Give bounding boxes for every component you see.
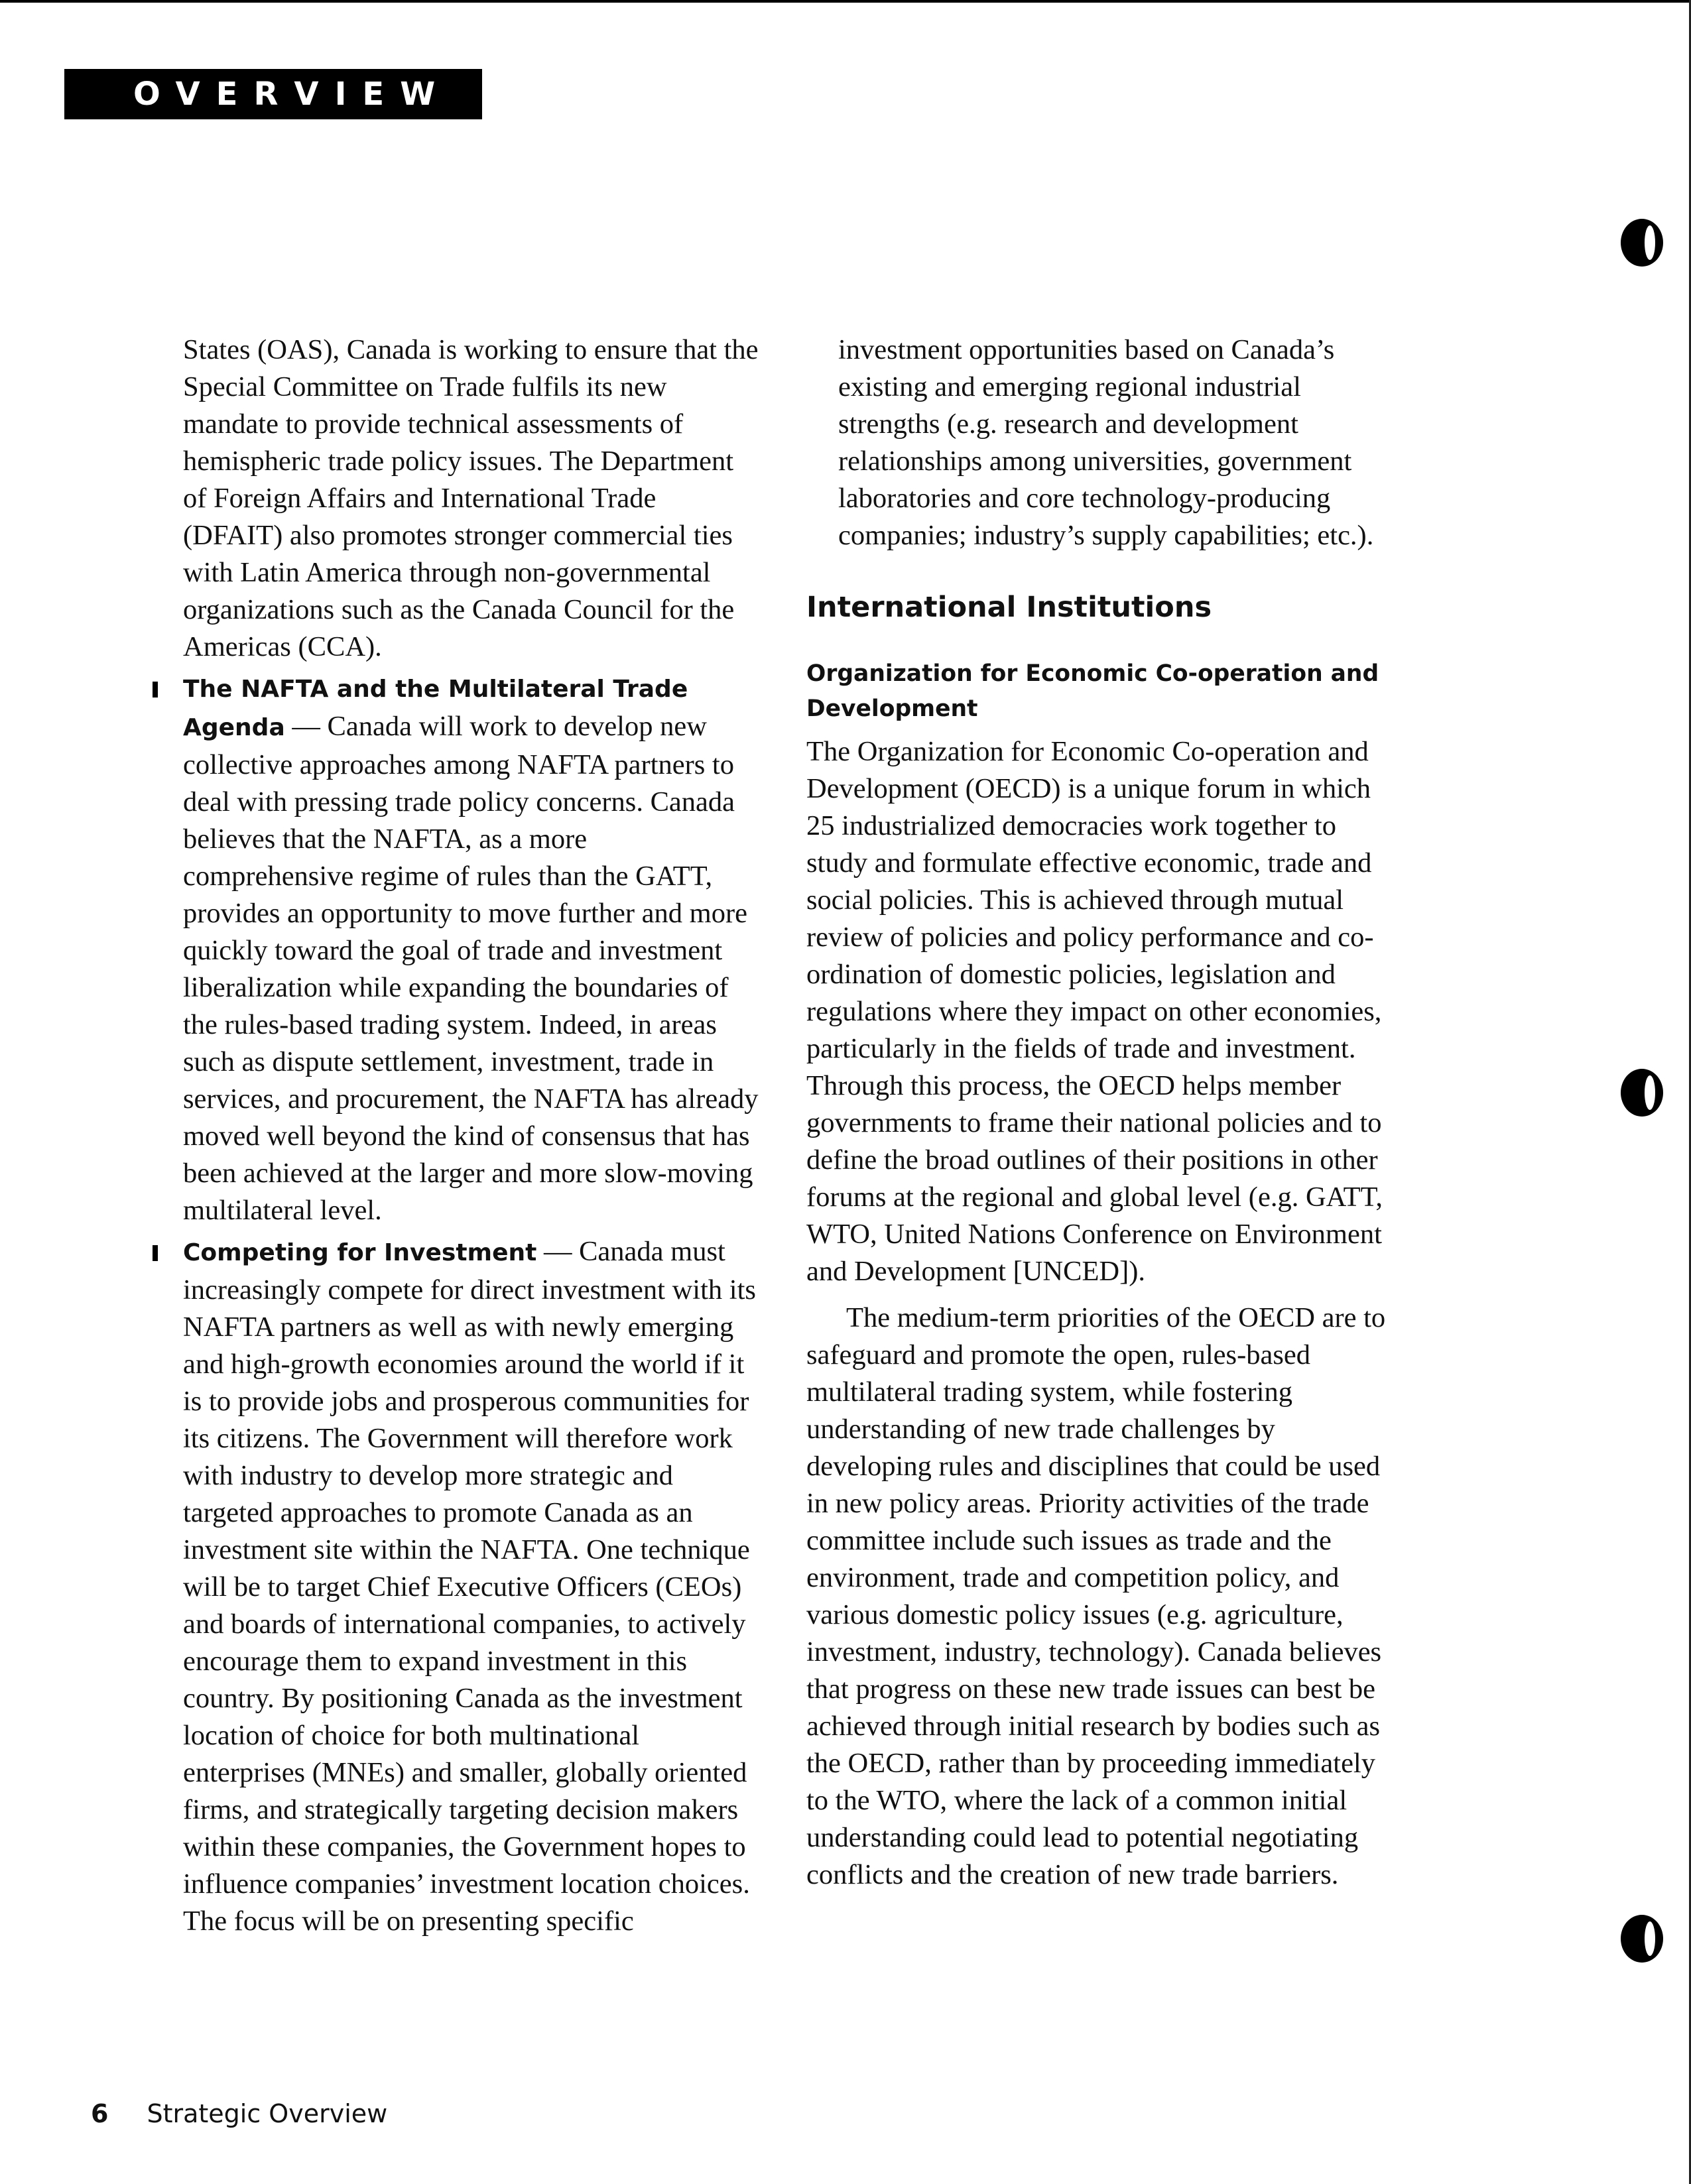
- section-header-label: OVERVIEW: [133, 76, 452, 113]
- registration-mark-icon: [1621, 1915, 1663, 1963]
- bullet-competing-investment: [183, 1233, 760, 1940]
- bullet-title: The NAFTA and the Multilateral Trade Agenda: [183, 676, 688, 741]
- section-header-bar: [64, 69, 482, 119]
- bullet-text: Canada must increasingly compete for direct investment with its NAFTA partners as well as with newly emerging and high-growth economies around the world if it is to provide jobs and prosperous communities for its citizens. The Government will therefore work with industry to develop more strategic and targeted approaches to promote Canada as an investment site within the NAFTA. One technique will be to target Chief Executive Officers (CEOs) and boards of international companies, to actively encourage them to expand investment in this country. By positioning Canada as the investment location of choice for both multinational enterprises (MNEs) and smaller, globally oriented firms, and strategically targeting decision makers within these companies, the Government hopes to influence companies’ investment location choices. The focus will be on presenting specific: [183, 1236, 756, 1937]
- oecd-paragraph-1: The Organization for Economic Co-operation and Development (OECD) is a unique forum in which 25 industrialized democracies work together to study and formulate effective economic, trade and social policies. This is achieved through mutual review of policies and policy performance and co-ordination of domestic policies, legislation and regulations where they impact on other economies, particularly in the fields of trade and investment. Through this process, the OECD helps member governments to frame their national policies and to define the broad outlines of their positions in other forums at the regional and global level (e.g. GATT, WTO, United Nations Conference on Environment and Development [UNCED]).: [806, 736, 1383, 1287]
- registration-mark-icon: [1621, 219, 1663, 267]
- registration-mark-icon: [1621, 1069, 1663, 1117]
- bullet-nafta-multilateral: [183, 670, 760, 1229]
- bullet-marker-icon: [153, 1245, 158, 1261]
- left-intro-paragraph: States (OAS), Canada is working to ensure that the Special Committee on Trade fulfils its new mandate to provide technical assessments of hemispheric trade policy issues. The Department of Foreign Affairs and International Trade (DFAIT) also promotes stronger commercial ties with Latin America through non-governmental organizations such as the Canada Council for the Americas (CCA).: [183, 334, 759, 662]
- page-top-border: [0, 0, 1691, 3]
- left-column: [183, 332, 760, 1940]
- footer-title: Strategic Overview: [147, 2099, 388, 2128]
- subsection-heading: Organization for Economic Co-operation and Development: [806, 660, 1379, 722]
- bullet-text: Canada will work to develop new collective approaches among NAFTA partners to deal with pressing trade policy concerns. Canada believes that the NAFTA, as a more comprehensive regime of rules than the GATT, provides an opportunity to move further and more quickly toward the goal of trade and investment liberalization while expanding the boundaries of the rules-based trading system. Indeed, in areas such as dispute settlement, investment, trade in services, and procurement, the NAFTA has already moved well beyond the kind of consensus that has been achieved at the larger and more slow-moving multilateral level.: [183, 711, 759, 1226]
- bullet-marker-icon: [153, 682, 158, 698]
- bullet-dash: —: [536, 1236, 580, 1267]
- page-footer: [91, 2099, 387, 2128]
- right-column: [806, 332, 1403, 1894]
- page-number: 6: [91, 2099, 109, 2128]
- bullet-title: Competing for Investment: [183, 1239, 537, 1266]
- bullet-dash: —: [284, 711, 328, 742]
- right-continuation-paragraph: investment opportunities based on Canada’s existing and emerging regional industrial strengths (e.g. research and development relationships among universities, government laboratories and core technology-producing companies; industry’s supply capabilities; etc.).: [838, 334, 1374, 551]
- oecd-paragraph-2: The medium-term priorities of the OECD are to safeguard and promote the open, rules-based multilateral trading system, while fostering understanding of new trade challenges by developing rules and disciplines that could be used in new policy areas. Priority activities of the trade committee include such issues as trade and the environment, trade and competition policy, and various domestic policy issues (e.g. agriculture, investment, industry, technology). Canada believes that progress on these new trade issues can best be achieved through initial research by bodies such as the OECD, rather than by proceeding immediately to the WTO, where the lack of a common initial understanding could lead to potential negotiating conflicts and the creation of new trade barriers.: [806, 1302, 1386, 1890]
- section-heading: International Institutions: [806, 591, 1212, 624]
